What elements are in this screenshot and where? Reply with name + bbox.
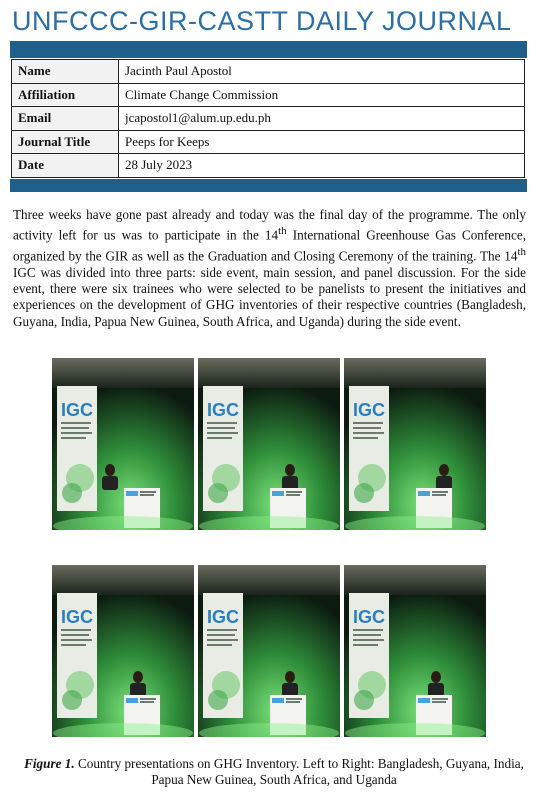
info-key: Journal Title [12, 130, 119, 154]
info-value: Climate Change Commission [119, 83, 525, 107]
svg-text:IGC: IGC [207, 400, 240, 420]
info-key: Date [12, 154, 119, 178]
header-band-top [10, 41, 527, 58]
header-band-bottom [10, 179, 527, 192]
paragraph-text: Three weeks have gone past already and today was the final day of the programme. The only activity left for us was to participate in the 14 [13, 207, 526, 243]
info-row-email [12, 107, 525, 131]
page-title: UNFCCC-GIR-CASTT DAILY JOURNAL [12, 6, 512, 36]
info-row-affiliation [12, 83, 525, 107]
paragraph-text: International Greenhouse Gas Conference, organized by the GIR as well as the Graduation and Closing Ceremony of the training. The 14 [13, 227, 526, 264]
info-row-name [12, 60, 525, 84]
info-value: Peeps for Keeps [119, 130, 525, 154]
svg-text:IGC: IGC [61, 400, 94, 420]
photo-image [198, 565, 340, 737]
caption-text: Country presentations on GHG Inventory. Left to Right: Bangladesh, Guyana, India, Papua New Guinea, South Africa, and Uganda [74, 756, 524, 787]
svg-text:IGC: IGC [353, 607, 386, 627]
photo-india [344, 358, 486, 530]
info-key: Email [12, 107, 119, 131]
info-value: Jacinth Paul Apostol [119, 60, 525, 84]
info-row-journal-title [12, 130, 525, 154]
svg-text:IGC: IGC [353, 400, 386, 420]
info-key: Affiliation [12, 83, 119, 107]
journal-paragraph [13, 207, 526, 330]
info-value: 28 July 2023 [119, 154, 525, 178]
photo-papua-new-guinea [52, 565, 194, 737]
svg-text:IGC: IGC [207, 607, 240, 627]
photo-uganda [344, 565, 486, 737]
info-value: jcapostol1@alum.up.edu.ph [119, 107, 525, 131]
svg-text:IGC: IGC [61, 607, 94, 627]
caption-label: Figure 1. [24, 756, 75, 771]
figure-caption [20, 756, 528, 788]
photo-south-africa [198, 565, 340, 737]
photo-image [198, 358, 340, 530]
superscript: th [278, 225, 287, 238]
photo-image [52, 565, 194, 737]
superscript: th [517, 245, 526, 258]
photo-image [344, 565, 486, 737]
photo-guyana [198, 358, 340, 530]
photo-image [344, 358, 486, 530]
photo-image [52, 358, 194, 530]
info-table [11, 59, 525, 178]
info-row-date [12, 154, 525, 178]
info-key: Name [12, 60, 119, 84]
paragraph-text: IGC was divided into three parts: side event, main session, and panel discussion. For the side event, there were six trainees who were selected to be panelists to present the initiatives and experiences on the development of GHG inventories of their respective countries (Bangladesh, Guyana, India, Papua New Guinea, South Africa, and Uganda) during the side event. [13, 264, 526, 329]
photo-bangladesh [52, 358, 194, 530]
